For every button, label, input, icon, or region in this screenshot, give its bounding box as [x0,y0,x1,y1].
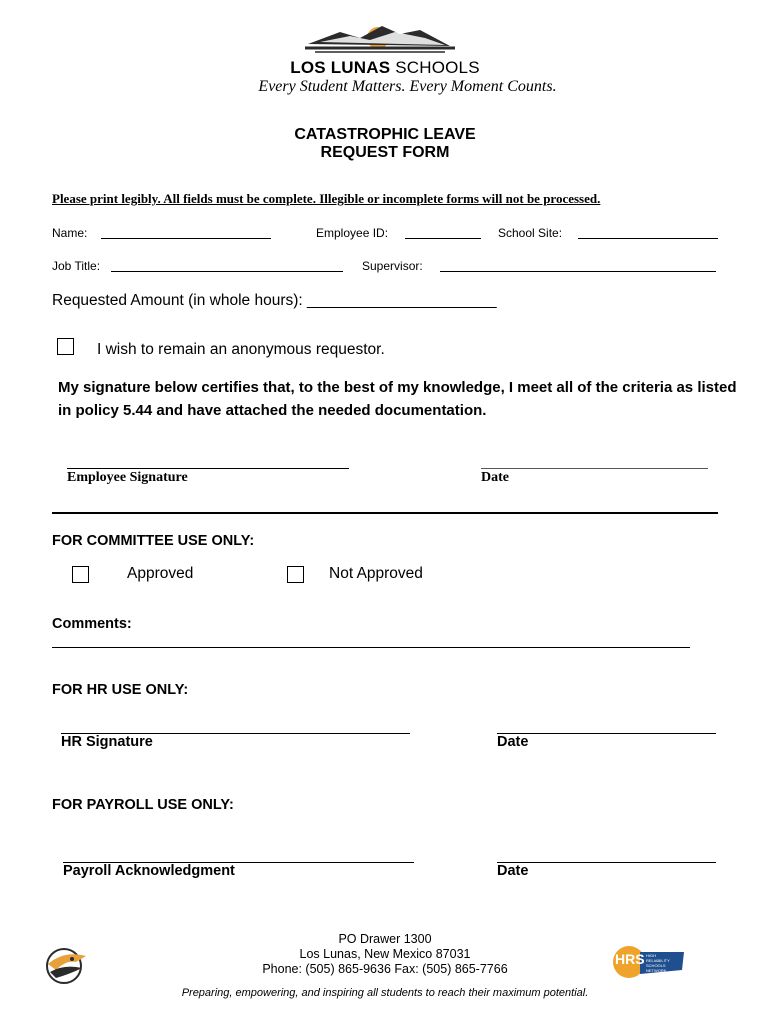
hrs-logo-text: HRS [615,951,645,967]
brand-name-bold: LOS LUNAS [290,58,391,77]
employee-id-field[interactable] [405,226,481,239]
job-title-label: Job Title: [52,259,101,273]
comments-line[interactable] [52,647,690,648]
school-site-field[interactable] [578,226,718,239]
comments-label: Comments: [52,616,132,632]
footer-tagline: Preparing, empowering, and inspiring all students to reach their maximum potential. [181,987,589,999]
footer-address-line1: PO Drawer 1300 [338,932,432,946]
certification-text: My signature below certifies that, to the best of my knowledge, I meet all of the criteria as listed in policy 5.44 and have attached the needed documentation. [58,379,737,419]
employee-date-line[interactable] [481,468,708,469]
brand-name [0,58,770,78]
employee-signature-label: Employee Signature [67,470,188,485]
not-approved-label: Not Approved [329,565,423,582]
hr-heading: FOR HR USE ONLY: [52,682,189,698]
section-divider [52,512,718,514]
approved-checkbox[interactable] [72,566,89,583]
committee-heading: FOR COMMITTEE USE ONLY: [52,533,255,549]
footer-address-line2: Los Lunas, New Mexico 87031 [299,947,471,961]
brand-name-light: SCHOOLS [395,58,480,77]
brand-tagline: Every Student Matters. Every Moment Counts. [258,78,557,95]
employee-id-label: Employee ID: [316,226,389,240]
hr-date-label: Date [497,734,529,750]
payroll-date-label: Date [497,863,529,879]
form-title-line1: CATASTROPHIC LEAVE [294,126,476,143]
footer-phone: Phone: (505) 865-9636 Fax: (505) 865-7766 [262,962,508,976]
supervisor-label: Supervisor: [362,259,423,273]
payroll-heading: FOR PAYROLL USE ONLY: [52,797,234,813]
form-instructions: Please print legibly. All fields must be complete. Illegible or incomplete forms will not be processed. [52,191,601,206]
approved-label: Approved [127,565,194,582]
los-lunas-logo-mountain [300,18,460,58]
employee-signature-line[interactable] [67,468,349,469]
payroll-date-line[interactable] [497,862,716,863]
school-site-label: School Site: [498,226,563,240]
anonymous-checkbox[interactable] [57,338,74,355]
employee-date-label: Date [481,470,509,485]
form-title [0,126,770,162]
job-title-field[interactable] [111,259,343,272]
not-approved-checkbox[interactable] [287,566,304,583]
hr-signature-label: HR Signature [61,734,153,750]
hrs-network-text: MARZANO HIGH RELIABILITY SCHOOLS NETWORK [646,948,670,973]
name-label: Name: [52,226,88,240]
anonymous-label: I wish to remain an anonymous requestor. [97,341,385,358]
name-field[interactable] [101,226,271,239]
supervisor-field[interactable] [440,259,716,272]
hr-date-line[interactable] [497,733,716,734]
requested-amount-field[interactable]: Requested Amount (in whole hours): ______________________ [52,292,497,309]
payroll-acknowledgment-label: Payroll Acknowledgment [63,863,235,879]
form-title-line2: REQUEST FORM [320,144,450,161]
